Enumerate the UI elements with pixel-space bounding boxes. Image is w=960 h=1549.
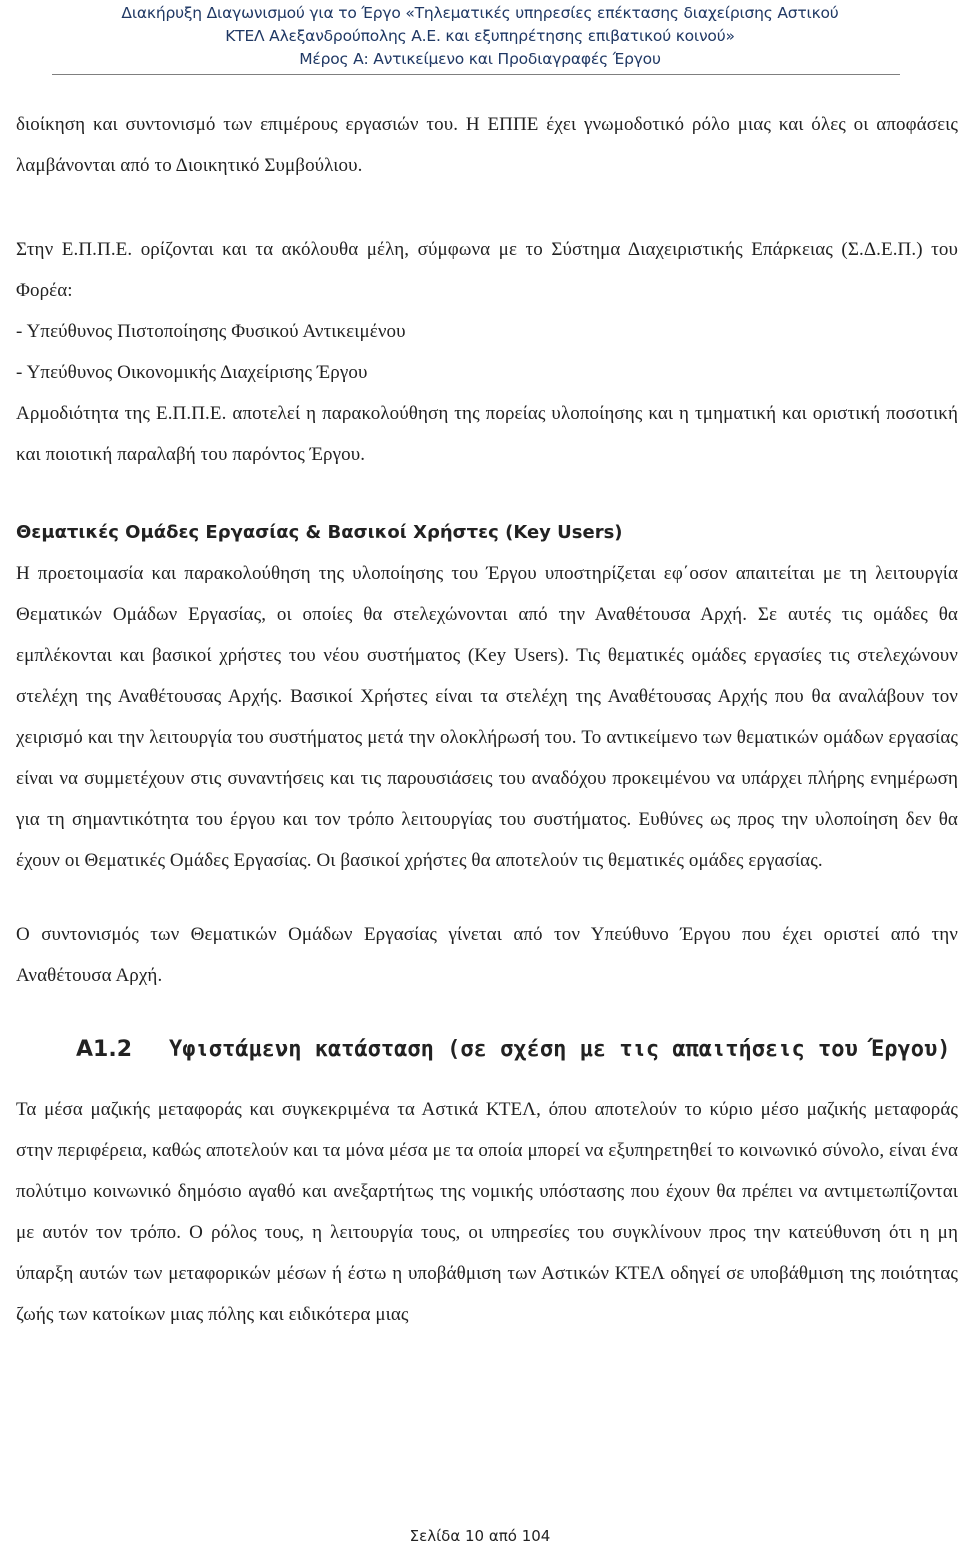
header-line-2: ΚΤΕΛ Αλεξανδρούπολης Α.Ε. και εξυπηρέτησης επιβατικού κοινού» xyxy=(225,27,735,45)
list-item-member-2: - Υπεύθυνος Οικονομικής Διαχείρισης Έργου xyxy=(16,362,368,383)
paragraph-working-groups: Η προετοιμασία και παρακολούθηση της υλοποίησης του Έργου υποστηρίζεται εφ΄οσον απαιτείται με τη λειτουργία Θεματικών Ομάδων Εργασίας, οι οποίες θα στελεχώνονται από την Αναθέτουσα Αρχή. Σε αυτές τις ομάδες θα εμπλέκονται και βασικοί χρήστες του νέου συστήματος (Key Users). Τις θεματικές ομάδες εργασίες τις στελεχώνουν στελέχη της Αναθέτουσας Αρχής. Βασικοί Χρήστες είναι τα στελέχη της Αναθέτουσας Αρχής που θα αναλάβουν τον χειρισμό και την λειτουργία του συστήματος μετά την ολοκλήρωσή του. Το αντικείμενο των θεματικών ομάδων εργασίας είναι να συμμετέχουν στις συναντήσεις και τις παρουσιάσεις του αναδόχου προκειμένου να υπάρχει πλήρης ενημέρωση για τη σημαντικότητα του έργου και τον τρόπο λειτουργίας του συστήματος. Ευθύνες ως προς την υλοποίηση δεν θα έχουν οι Θεματικές Ομάδες Εργασίας. Οι βασικοί χρήστες θα αποτελούν τις θεματικές ομάδες εργασίας. xyxy=(16,563,958,871)
header-divider xyxy=(52,74,900,75)
section-title: Υφιστάμενη κατάσταση (σε σχέση με τις απαιτήσεις του Έργου) xyxy=(169,1037,951,1062)
list-item-member-1: - Υπεύθυνος Πιστοποίησης Φυσικού Αντικειμένου xyxy=(16,321,406,342)
page-number: Σελίδα 10 από 104 xyxy=(409,1527,551,1545)
paragraph-public-transport: Τα μέσα μαζικής μεταφοράς και συγκεκριμένα τα Αστικά ΚΤΕΛ, όπου αποτελούν το κύριο μέσο μαζικής μεταφοράς στην περιφέρεια, καθώς αποτελούν και τα μόνα μέσα με τα οποία μπορεί να εξυπηρετηθεί το κοινωνικό σύνολο, είναι ένα πολύτιμο κοινωνικό δημόσιο αγαθό και ανεξαρτήτως της νομικής υπόστασης που έχουν θα πρέπει να αντιμετωπίζονται με αυτόν τον τρόπο. Ο ρόλος τους, η λειτουργία τους, οι υπηρεσίες του συγκλίνουν προς την κατεύθυνση ότι η μη ύπαρξη αυτών των μεταφορικών μέσων ή έστω η υποβάθμιση των Αστικών ΚΤΕΛ οδηγεί σε υποβάθμιση της ποιότητας ζωής των κατοίκων μιας πόλης και ειδικότερα μιας xyxy=(16,1099,958,1325)
spacer xyxy=(16,881,958,914)
section-number: Α1.2 xyxy=(76,1037,132,1062)
page-body xyxy=(16,104,958,1335)
header-line-1: Διακήρυξη Διαγωνισμού για το Έργο «Τηλεματικές υπηρεσίες επέκτασης διαχείρισης Αστικού xyxy=(121,4,839,22)
paragraph-committee-responsibility: Αρμοδιότητα της Ε.Π.Π.Ε. αποτελεί η παρακολούθηση της πορείας υλοποίησης και η τμηματική και οριστική ποσοτική και ποιοτική παραλαβή του παρόντος Έργου. xyxy=(16,403,958,465)
document-header xyxy=(0,2,960,71)
spacer xyxy=(16,186,958,229)
spacer xyxy=(16,475,958,512)
header-line-3: Μέρος Α: Αντικείμενο και Προδιαγραφές Έργου xyxy=(299,50,661,68)
section-heading-working-groups: Θεματικές Ομάδες Εργασίας & Βασικοί Χρήστες (Key Users) xyxy=(16,522,623,543)
paragraph-committee-role: διοίκηση και συντονισμό των επιμέρους εργασιών του. Η ΕΠΠΕ έχει γνωμοδοτικό ρόλο μιας και όλες οι αποφάσεις λαμβάνονται από το Διοικητικό Συμβούλιου. xyxy=(16,114,958,176)
paragraph-committee-members-intro: Στην Ε.Π.Π.Ε. ορίζονται και τα ακόλουθα μέλη, σύμφωνα με το Σύστημα Διαχειριστικής Επάρκειας (Σ.Δ.Ε.Π.) του Φορέα: xyxy=(16,239,958,301)
paragraph-coordination: Ο συντονισμός των Θεματικών Ομάδων Εργασίας γίνεται από τον Υπεύθυνο Έργου που έχει οριστεί από την Αναθέτουσα Αρχή. xyxy=(16,924,958,986)
spacer xyxy=(16,1067,958,1089)
section-heading-current-state xyxy=(16,1033,958,1067)
spacer xyxy=(16,996,958,1033)
